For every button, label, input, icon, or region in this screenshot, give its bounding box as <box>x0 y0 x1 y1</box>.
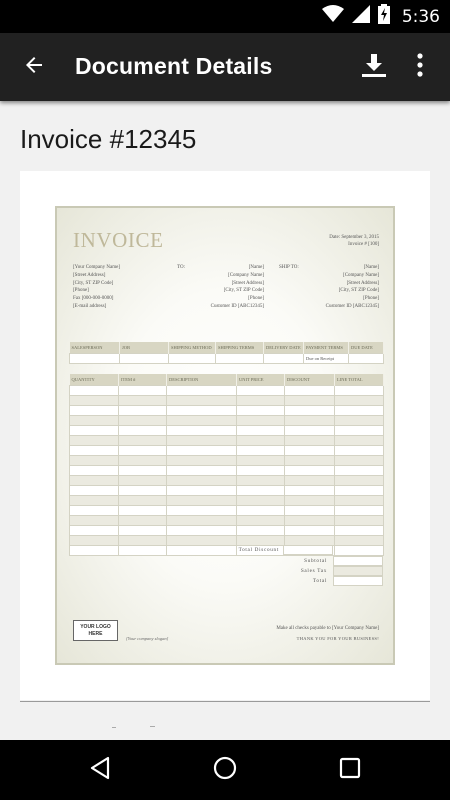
table-cell <box>167 426 237 436</box>
table-cell <box>237 536 285 546</box>
column-header: PAYMENT TERMS <box>304 342 349 354</box>
table-cell <box>70 436 119 446</box>
table-cell <box>285 516 335 526</box>
back-button[interactable] <box>14 47 54 87</box>
table-cell <box>167 496 237 506</box>
table-cell <box>167 446 237 456</box>
table-cell <box>285 506 335 516</box>
total-discount-box <box>283 545 333 555</box>
sales-tax-box <box>333 566 383 576</box>
table-cell <box>335 496 384 506</box>
table-cell <box>120 354 169 364</box>
company-slogan: [Your company slogan] <box>126 636 169 641</box>
table-row <box>70 416 384 426</box>
ship-line: [Phone] <box>363 296 379 302</box>
table-cell <box>285 476 335 486</box>
table-cell <box>285 386 335 396</box>
subtotal-label: Subtotal <box>304 558 327 564</box>
to-address <box>202 264 264 311</box>
table-row <box>70 354 384 364</box>
column-header: UNIT PRICE <box>237 374 285 386</box>
ship-line: [Street Address] <box>346 280 379 286</box>
table-cell <box>285 406 335 416</box>
table-cell <box>119 486 167 496</box>
app-title: Document Details <box>75 53 273 79</box>
download-icon <box>361 52 387 83</box>
table-cell <box>119 386 167 396</box>
table-cell <box>119 396 167 406</box>
ship-line: [Name] <box>363 265 379 270</box>
table-row <box>70 396 384 406</box>
table-cell <box>119 496 167 506</box>
table-row <box>70 426 384 436</box>
table-cell <box>237 426 285 436</box>
table-cell <box>167 476 237 486</box>
table-cell <box>70 406 119 416</box>
checks-payable-note: Make all checks payable to [Your Company Name] <box>276 626 379 631</box>
recents-square-icon <box>339 757 361 784</box>
table-cell <box>119 546 167 556</box>
table-cell <box>349 354 384 364</box>
table-row <box>70 506 384 516</box>
table-cell <box>70 506 119 516</box>
table-cell <box>70 546 119 556</box>
table-cell <box>335 416 384 426</box>
table-cell <box>285 496 335 506</box>
from-line: [Your Company Name] <box>73 265 120 270</box>
battery-charging-icon <box>378 4 390 29</box>
table-cell <box>237 386 285 396</box>
table-cell <box>335 406 384 416</box>
from-line: [Phone] <box>73 288 89 294</box>
column-header: SALESPERSON <box>70 342 120 354</box>
table-row <box>70 436 384 446</box>
table-cell <box>237 486 285 496</box>
cell-signal-icon <box>352 5 370 28</box>
table-cell <box>119 416 167 426</box>
table-cell <box>167 386 237 396</box>
table-cell <box>70 496 119 506</box>
table-cell <box>335 526 384 536</box>
table-cell <box>335 546 384 556</box>
table-cell <box>70 386 119 396</box>
total-label: Total <box>312 578 327 584</box>
ship-to-label: SHIP TO: <box>279 265 299 270</box>
column-header: ITEM # <box>119 374 167 386</box>
table-cell <box>335 476 384 486</box>
to-line: [Phone] <box>248 296 264 302</box>
status-icons <box>322 0 440 33</box>
table-cell <box>285 416 335 426</box>
column-header: QUANTITY <box>70 374 119 386</box>
table-cell <box>119 406 167 416</box>
table-cell <box>167 466 237 476</box>
table-header-row <box>70 374 384 386</box>
table-cell <box>167 506 237 516</box>
table-cell <box>167 456 237 466</box>
table-cell <box>70 466 119 476</box>
table-cell <box>119 436 167 446</box>
table-row <box>70 476 384 486</box>
table-cell <box>216 354 264 364</box>
table-cell <box>167 396 237 406</box>
more-options-button[interactable] <box>402 47 438 87</box>
table-cell <box>285 436 335 446</box>
table-cell <box>335 446 384 456</box>
table-cell <box>237 476 285 486</box>
table-cell <box>119 516 167 526</box>
navigation-bar <box>0 740 450 800</box>
table-cell <box>119 476 167 486</box>
line-items-table <box>69 374 384 556</box>
back-arrow-icon <box>22 53 46 82</box>
table-cell <box>237 406 285 416</box>
from-line: [E-mail address] <box>73 303 107 309</box>
column-header: LINE TOTAL <box>335 374 384 386</box>
table-row <box>70 456 384 466</box>
total-discount-label: Total Discount <box>238 547 279 553</box>
to-line: [City, ST ZIP Code] <box>223 288 264 294</box>
table-cell <box>70 476 119 486</box>
table-row <box>70 406 384 416</box>
table-cell <box>237 466 285 476</box>
table-cell <box>335 486 384 496</box>
app-bar <box>0 33 450 101</box>
table-cell <box>285 446 335 456</box>
more-vert-icon <box>417 53 423 82</box>
table-cell: Due on Receipt <box>304 354 349 364</box>
thank-you-note: THANK YOU FOR YOUR BUSINESS! <box>296 636 379 641</box>
to-line: [Street Address] <box>231 280 264 286</box>
table-cell <box>335 506 384 516</box>
column-header: SHIPPING TERMS <box>216 342 264 354</box>
card-divider <box>20 701 430 702</box>
sales-tax-label: Sales Tax <box>300 568 327 574</box>
table-cell <box>237 396 285 406</box>
to-label: TO: <box>177 265 185 270</box>
table-cell <box>119 526 167 536</box>
table-cell <box>285 396 335 406</box>
back-triangle-icon <box>89 756 111 785</box>
to-line: [Company Name] <box>228 272 264 278</box>
invoice-page <box>55 206 395 665</box>
from-address <box>73 264 120 311</box>
table-cell <box>167 436 237 446</box>
nav-back-button[interactable] <box>75 750 125 790</box>
from-line: [City, ST ZIP Code] <box>73 280 114 286</box>
table-cell <box>70 426 119 436</box>
table-row <box>70 486 384 496</box>
table-cell <box>335 396 384 406</box>
table-cell <box>167 516 237 526</box>
ship-line: Customer ID [ABC12345] <box>325 303 379 309</box>
column-header: JOB <box>120 342 169 354</box>
table-cell <box>169 354 216 364</box>
table-cell <box>167 536 237 546</box>
table-row <box>70 446 384 456</box>
table-cell <box>237 416 285 426</box>
total-box <box>333 576 383 586</box>
nav-home-button[interactable] <box>200 750 250 790</box>
table-cell <box>335 386 384 396</box>
from-line: Fax [000-000-0000] <box>73 296 114 302</box>
next-item-peek <box>112 716 162 719</box>
table-cell <box>237 506 285 516</box>
table-cell <box>285 466 335 476</box>
subtotal-box <box>333 556 383 566</box>
table-cell <box>70 516 119 526</box>
table-cell <box>335 466 384 476</box>
table-cell <box>285 486 335 496</box>
table-cell <box>335 436 384 446</box>
status-time: 5:36 <box>401 6 440 27</box>
column-header: DUE DATE <box>349 342 384 354</box>
table-cell <box>119 446 167 456</box>
ship-line: [City, ST ZIP Code] <box>338 288 379 294</box>
table-cell <box>237 526 285 536</box>
table-row <box>70 466 384 476</box>
table-cell <box>285 526 335 536</box>
table-cell <box>70 456 119 466</box>
shipping-info-table <box>69 342 384 364</box>
table-row <box>70 496 384 506</box>
invoice-date-block <box>329 234 379 248</box>
table-row <box>70 526 384 536</box>
table-cell <box>70 416 119 426</box>
invoice-title: INVOICE <box>73 228 164 252</box>
download-button[interactable] <box>354 47 394 87</box>
table-cell <box>70 396 119 406</box>
ship-to-address <box>315 264 379 311</box>
table-cell <box>70 526 119 536</box>
column-header: DESCRIPTION <box>167 374 237 386</box>
table-cell <box>237 516 285 526</box>
table-cell <box>237 436 285 446</box>
table-cell <box>70 446 119 456</box>
table-cell <box>237 446 285 456</box>
table-cell <box>167 526 237 536</box>
table-cell <box>237 456 285 466</box>
table-cell <box>285 456 335 466</box>
to-line: Customer ID [ABC12345] <box>210 303 264 309</box>
table-cell <box>70 486 119 496</box>
nav-recents-button[interactable] <box>325 750 375 790</box>
table-cell <box>119 466 167 476</box>
table-cell <box>237 496 285 506</box>
wifi-icon <box>322 5 344 28</box>
table-cell <box>335 426 384 436</box>
table-row <box>70 516 384 526</box>
ship-line: [Company Name] <box>343 272 379 278</box>
table-row <box>70 386 384 396</box>
table-cell <box>285 536 335 546</box>
table-cell <box>70 354 120 364</box>
table-cell <box>119 426 167 436</box>
table-header-row <box>70 342 384 354</box>
to-line: [Name] <box>248 265 264 270</box>
table-cell <box>70 536 119 546</box>
table-cell <box>264 354 304 364</box>
table-cell <box>167 406 237 416</box>
from-line: [Street Address] <box>73 272 106 278</box>
logo-placeholder: YOUR LOGO HERE <box>73 620 118 641</box>
status-bar <box>0 0 450 33</box>
column-header: DELIVERY DATE <box>264 342 304 354</box>
table-cell <box>285 426 335 436</box>
column-header: DISCOUNT <box>285 374 335 386</box>
table-cell <box>335 516 384 526</box>
table-cell <box>335 536 384 546</box>
table-cell <box>119 506 167 516</box>
table-cell <box>167 486 237 496</box>
invoice-number: Invoice # [100] <box>348 242 379 247</box>
table-cell <box>119 456 167 466</box>
table-cell <box>119 536 167 546</box>
document-heading: Invoice #12345 <box>20 124 197 154</box>
invoice-date: Date: September 3, 2015 <box>329 235 379 240</box>
home-circle-icon <box>213 756 237 785</box>
table-cell <box>167 416 237 426</box>
table-cell <box>335 456 384 466</box>
table-row <box>70 536 384 546</box>
column-header: SHIPPING METHOD <box>169 342 216 354</box>
